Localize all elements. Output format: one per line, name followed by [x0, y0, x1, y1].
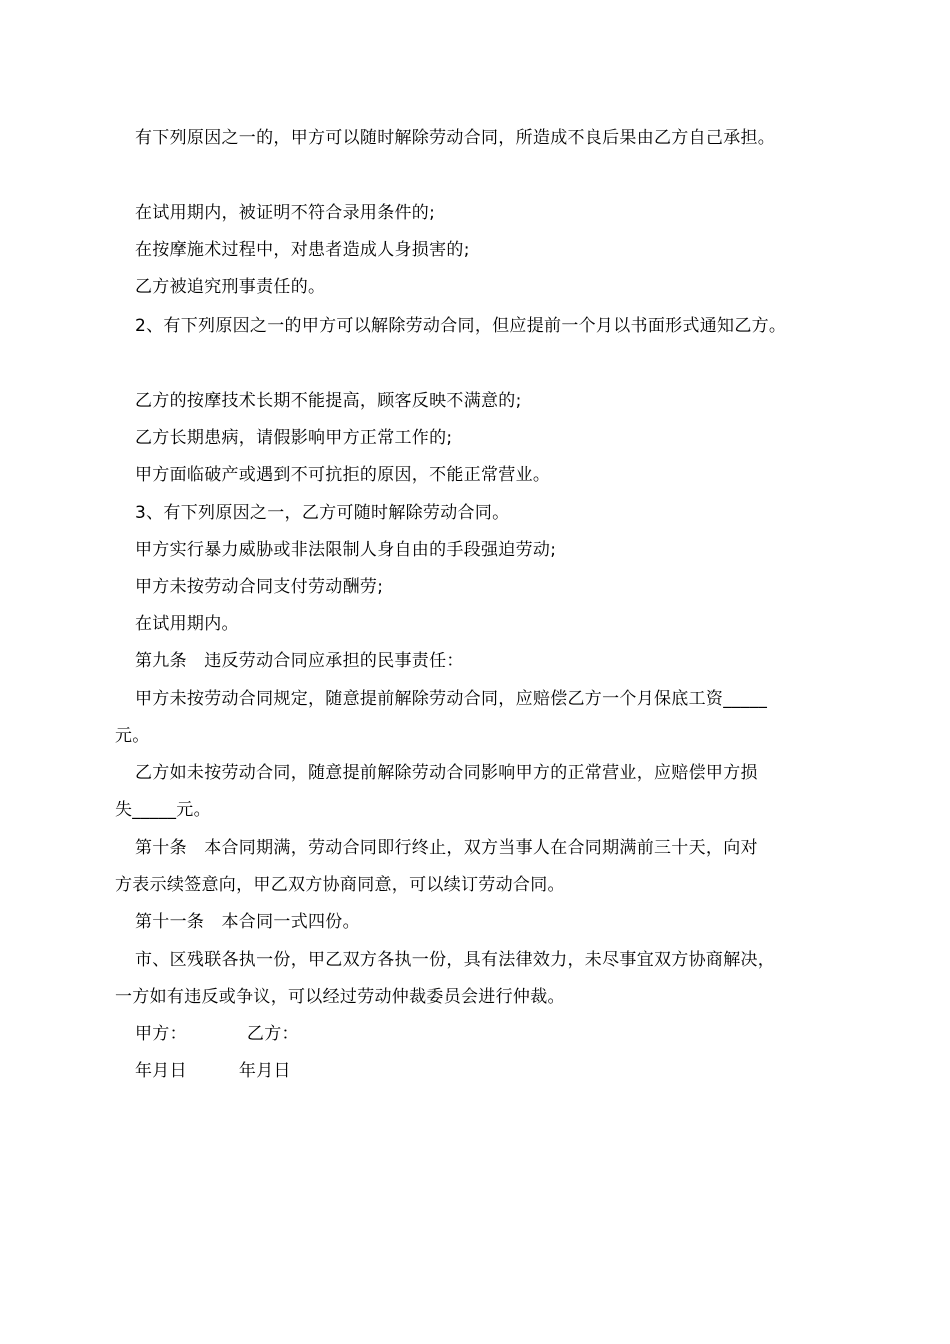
article-heading: 第十条 本合同期满，劳动合同即行终止，双方当事人在合同期满前三十天，向对 [135, 838, 758, 858]
paragraph-line: 甲方未按劳动合同支付劳动酬劳; [135, 577, 384, 597]
article-heading: 第十一条 本合同一式四份。 [135, 912, 360, 932]
paragraph-line: 有下列原因之一的，甲方可以随时解除劳动合同，所造成不良后果由乙方自己承担。 [135, 128, 776, 148]
paragraph-line: 2、有下列原因之一的甲方可以解除劳动合同，但应提前一个月以书面形式通知乙方。 [135, 316, 787, 336]
article-heading: 第九条 违反劳动合同应承担的民事责任： [135, 651, 464, 671]
party-b-label: 乙方： [246, 1024, 299, 1044]
paragraph-line: 甲方面临破产或遇到不可抗拒的原因，不能正常营业。 [135, 465, 551, 485]
party-b-date: 年月日 [238, 1061, 291, 1081]
paragraph-line: 在试用期内，被证明不符合录用条件的; [135, 203, 436, 223]
paragraph-line: 一方如有违反或争议，可以经过劳动仲裁委员会进行仲裁。 [115, 987, 565, 1007]
party-a-date: 年月日 [135, 1061, 187, 1081]
paragraph-line: 在按摩施术过程中，对患者造成人身损害的; [135, 240, 470, 260]
paragraph-line: 在试用期内。 [135, 614, 239, 634]
signature-row [135, 1023, 299, 1045]
paragraph-line: 甲方实行暴力威胁或非法限制人身自由的手段强迫劳动; [135, 540, 557, 560]
party-a-label: 甲方： [135, 1024, 187, 1044]
paragraph-line: 3、有下列原因之一，乙方可随时解除劳动合同。 [135, 503, 510, 523]
paragraph-line: 方表示续签意向，甲乙双方协商同意，可以续订劳动合同。 [115, 875, 565, 895]
date-row [135, 1060, 291, 1082]
paragraph-line: 乙方被追究刑事责任的。 [135, 277, 326, 297]
paragraph-line: 元。 [115, 726, 150, 746]
paragraph-line: 乙方长期患病，请假影响甲方正常工作的; [135, 428, 453, 448]
paragraph-line: 乙方如未按劳动合同，随意提前解除劳动合同影响甲方的正常营业，应赔偿甲方损 [135, 763, 758, 783]
paragraph-line: 甲方未按劳动合同规定，随意提前解除劳动合同，应赔偿乙方一个月保底工资_____ [135, 689, 768, 709]
paragraph-line: 失_____元。 [115, 800, 211, 820]
paragraph-line: 乙方的按摩技术长期不能提高，顾客反映不满意的; [135, 391, 522, 411]
paragraph-line: 市、区残联各执一份，甲乙双方各执一份，具有法律效力，未尽事宜双方协商解决， [135, 950, 776, 970]
